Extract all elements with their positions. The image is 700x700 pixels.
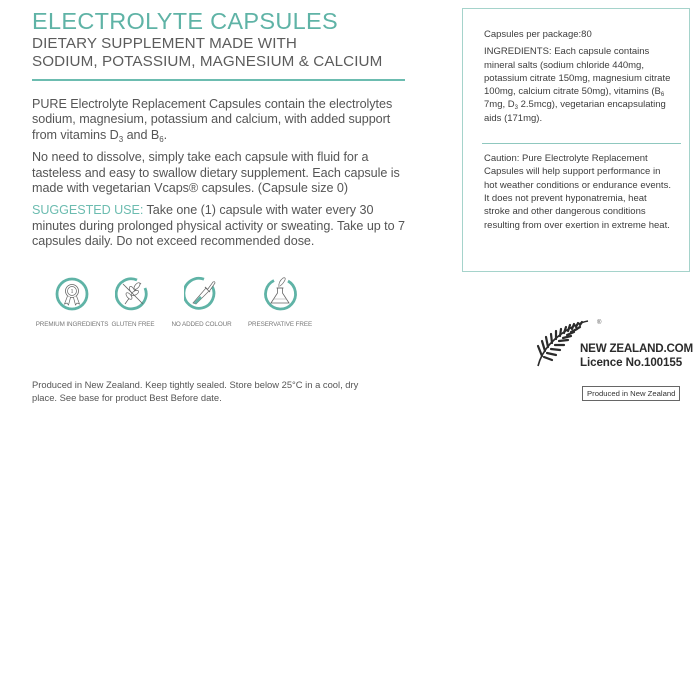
- description-paragraph-2: No need to dissolve, simply take each capsule with fluid for a tasteless and easy to swallow dietary supplement. Each capsule is made with vegetarian Vcaps® capsules. (Capsule size 0): [32, 150, 400, 196]
- subscript: 3: [118, 134, 124, 144]
- ingredients-part: 7mg, D: [484, 99, 515, 111]
- feature-label: PREMIUM INGREDIENTS: [35, 321, 109, 328]
- ingredients-part: 2.5mcg), vegetarian encapsulating aids (171mg).: [484, 99, 666, 124]
- produced-in-nz-badge: Produced in New Zealand: [582, 386, 680, 401]
- registered-mark: ®: [597, 320, 602, 326]
- subtitle-line-1: DIETARY SUPPLEMENT MADE WITH: [32, 35, 297, 52]
- feature-gluten-free: [112, 276, 154, 328]
- nz-brand-text: NEW ZEALAND.COM: [580, 342, 693, 355]
- feature-icons: [32, 276, 311, 328]
- capsules-per-package: Capsules per package:80: [484, 29, 592, 40]
- dropper-icon: [184, 276, 220, 312]
- product-title: ELECTROLYTE CAPSULES: [32, 8, 338, 34]
- suggested-use-label: SUGGESTED USE:: [32, 203, 144, 218]
- ingredients-box: [462, 8, 690, 272]
- award-ribbon-icon: [54, 276, 90, 312]
- subscript: 3: [514, 105, 518, 112]
- feature-label: PRESERVATIVE FREE: [247, 321, 313, 328]
- suggested-use-text: Take one (1) capsule with water every 30 minutes during prolonged physical activity or sweating. Take up to 7 capsules daily. Do not exceed recommended dose.: [32, 203, 405, 249]
- subtitle-line-2: SODIUM, POTASSIUM, MAGNESIUM & CALCIUM: [32, 53, 383, 70]
- subscript: 6: [660, 92, 665, 99]
- box-divider: [482, 143, 681, 144]
- description-paragraph-1: [32, 97, 407, 143]
- ingredients-text: [484, 45, 675, 125]
- product-subtitle: [32, 35, 407, 71]
- feature-label: GLUTEN FREE: [111, 321, 155, 328]
- desc-text: .: [163, 127, 168, 142]
- feature-premium-ingredients: [32, 276, 112, 328]
- feature-preservative-free: [249, 276, 311, 328]
- feature-no-added-colour: [154, 276, 249, 328]
- ingredients-part: INGREDIENTS: Each capsule contains mineral salts (sodium chloride 440mg, potassium citrate 150mg, magnesium citrate 100mg, calcium citrate 50mg), vitamins (B: [484, 46, 671, 98]
- desc-text: PURE Electrolyte Replacement Capsules contain the electrolytes sodium, magnesium, potassium and calcium, with added support from vitamins D: [32, 97, 393, 142]
- svg-text:1: 1: [70, 289, 74, 296]
- subscript: 6: [159, 134, 164, 144]
- desc-text: and B: [123, 127, 160, 142]
- product-header: [32, 8, 407, 250]
- header-divider: [32, 79, 405, 81]
- feature-label: NO ADDED COLOUR: [171, 321, 232, 328]
- flask-leaf-icon: [262, 276, 298, 312]
- suggested-use: [32, 203, 407, 249]
- nz-licence-logo: [534, 320, 694, 372]
- caution-text: Caution: Pure Electrolyte Replacement Capsules will help support performance in hot weather conditions or endurance events. It does not prevent hyponatremia, heat stroke and other dangerous conditions resulting from over exertion in extreme heat.: [484, 153, 671, 231]
- wheat-crossed-icon: [115, 276, 151, 312]
- licence-number: Licence No.100155: [580, 356, 683, 369]
- storage-instructions: Produced in New Zealand. Keep tightly sealed. Store below 25°C in a cool, dry place. See base for product Best Before date.: [32, 379, 359, 403]
